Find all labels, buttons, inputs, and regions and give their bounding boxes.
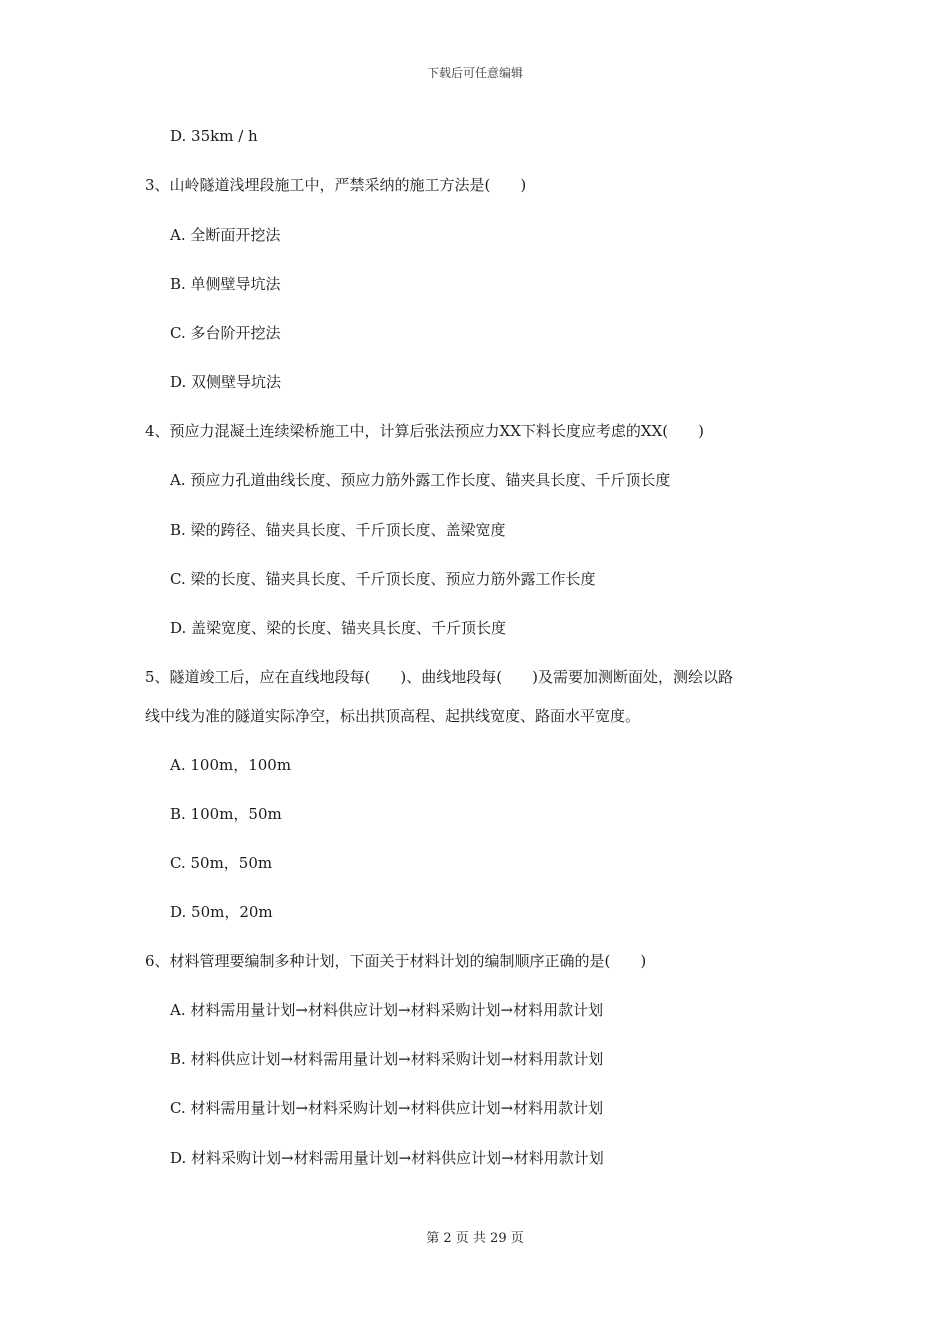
page-header: 下载后可任意编辑 (426, 66, 523, 80)
page-footer: 第 2 页 共 29 页 (426, 1231, 524, 1246)
question-5-option-b: B. 100m，50m (170, 805, 282, 823)
question-6-option-b: B. 材料供应计划→材料需用量计划→材料采购计划→材料用款计划 (170, 1050, 604, 1068)
question-3-stem: 3、山岭隧道浅埋段施工中，严禁采纳的施工方法是( ) (145, 176, 527, 194)
question-6-option-a: A. 材料需用量计划→材料供应计划→材料采购计划→材料用款计划 (170, 1001, 604, 1019)
question-4-option-c: C. 梁的长度、锚夹具长度、千斤顶长度、预应力筋外露工作长度 (170, 570, 596, 588)
question-5-option-a: A. 100m，100m (170, 756, 292, 774)
question-4-option-a: A. 预应力孔道曲线长度、预应力筋外露工作长度、锚夹具长度、千斤顶长度 (170, 471, 671, 489)
question-5-stem-line-2: 线中线为准的隧道实际净空，标出拱顶高程、起拱线宽度、路面水平宽度。 (145, 707, 641, 725)
question-5-option-d: D. 50m，20m (170, 903, 273, 921)
question-4-option-d: D. 盖梁宽度、梁的长度、锚夹具长度、千斤顶长度 (170, 619, 507, 637)
question-6-stem: 6、材料管理要编制多种计划，下面关于材料计划的编制顺序正确的是( ) (145, 952, 647, 970)
question-6-option-c: C. 材料需用量计划→材料采购计划→材料供应计划→材料用款计划 (170, 1099, 604, 1117)
question-5-option-c: C. 50m，50m (170, 854, 273, 872)
question-3-option-b: B. 单侧壁导坑法 (170, 275, 281, 293)
question-4-option-b: B. 梁的跨径、锚夹具长度、千斤顶长度、盖梁宽度 (170, 521, 506, 539)
question-3-option-c: C. 多台阶开挖法 (170, 324, 281, 342)
question-4-stem: 4、预应力混凝土连续梁桥施工中，计算后张法预应力XX下料长度应考虑的XX( ) (145, 422, 704, 440)
question-3-option-d: D. 双侧壁导坑法 (170, 373, 282, 391)
option-d-prev: D. 35km / h (170, 127, 258, 145)
question-6-option-d: D. 材料采购计划→材料需用量计划→材料供应计划→材料用款计划 (170, 1149, 604, 1167)
question-3-option-a: A. 全断面开挖法 (170, 226, 281, 244)
question-5-stem-line-1: 5、隧道竣工后，应在直线地段每( )、曲线地段每( )及需要加测断面处，测绘以路 (145, 668, 733, 686)
